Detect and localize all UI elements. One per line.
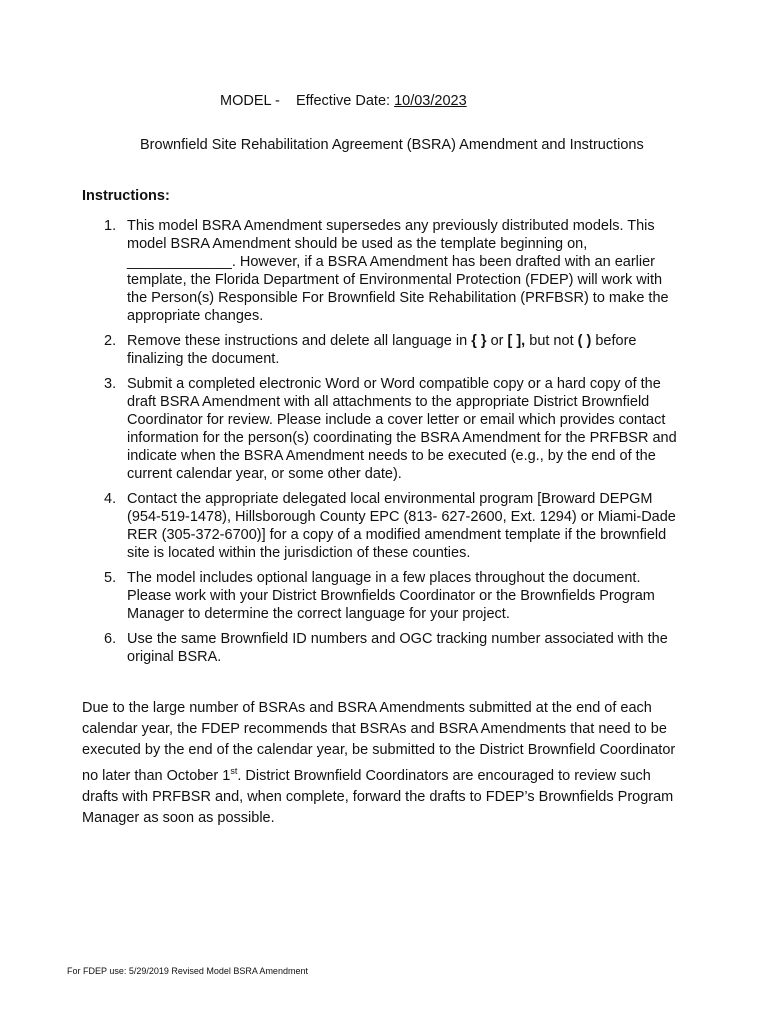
list-item-number: 3. bbox=[104, 376, 117, 392]
list-item-text: This model BSRA Amendment supersedes any previously distributed models. This model BSRA Amendment should be used as the template beginning on, _____________. However, if a BSRA Amendment has been drafted with an earlier template, the Florida Department of Environmental Protection (FDEP) will work with the Person(s) Responsible For Brownfield Site Rehabilitation (PRFBSR) to make the appropriate changes. bbox=[127, 218, 669, 324]
list-item-number: 1. bbox=[104, 218, 117, 234]
list-item-number: 4. bbox=[104, 491, 117, 507]
list-item-text: Remove these instructions and delete all language in bbox=[127, 333, 468, 349]
closing-paragraph bbox=[82, 698, 682, 829]
list-item-number: 6. bbox=[104, 631, 117, 647]
paren-symbol: ( ) bbox=[577, 333, 592, 349]
effective-date: 10/03/2023 bbox=[394, 93, 467, 109]
bracket-symbol: [ ], bbox=[507, 333, 526, 349]
list-item-number: 5. bbox=[104, 570, 117, 586]
model-label: MODEL - bbox=[220, 93, 280, 109]
list-item-text: The model includes optional language in a few places throughout the document. Please work with your District Brownfields Coordinator or the Brownfields Program Manager to determine the correct language for your project. bbox=[127, 570, 655, 622]
list-item bbox=[82, 569, 682, 623]
footer-note: For FDEP use: 5/29/2019 Revised Model BSRA Amendment bbox=[67, 966, 308, 976]
list-item-text: Contact the appropriate delegated local environmental program [Broward DEPGM (954-519-1478), Hillsborough County EPC (813- 627-2600, Ext. 1294) or Miami-Dade RER (305-372-6700)] for a copy of a modified amendment template if the brownfield site is located within the jurisdiction of these counties. bbox=[127, 491, 676, 561]
closing-text-start: Due to the large number of BSRAs and BSRA Amendments submitted at the end of each calendar year, the FDEP recommends that BSRAs and BSRA Amendments that need to be executed by the end of the calendar year, be submitted to the District Brownfield Coordinator no later than October 1 bbox=[82, 700, 676, 784]
list-item bbox=[82, 630, 682, 666]
list-item-number: 2. bbox=[104, 333, 117, 349]
list-item bbox=[82, 375, 682, 483]
but-not-words: but not bbox=[529, 333, 574, 349]
brace-symbol: { } bbox=[471, 333, 487, 349]
instructions-list bbox=[82, 217, 682, 673]
instructions-heading: Instructions: bbox=[82, 188, 170, 204]
model-header bbox=[220, 93, 467, 109]
list-item bbox=[82, 332, 682, 368]
ordinal-suffix: st bbox=[230, 766, 238, 776]
or-word: or bbox=[490, 333, 504, 349]
closing-text-end: . District Brownfield Coordinators are encouraged to review such drafts with PRFBSR and, when complete, forward the drafts to FDEP’s Brownfields Program Manager as soon as possible. bbox=[82, 767, 674, 826]
effective-date-label: Effective Date: bbox=[296, 93, 391, 109]
list-item-text: Submit a completed electronic Word or Word compatible copy or a hard copy of the draft BSRA Amendment with all attachments to the appropriate District Brownfield Coordinator for review. Please include a cover letter or email which provides contact information for the person(s) coordinating the BSRA Amendment for the PRFBSR and indicate when the BSRA Amendment needs to be executed (e.g., by the end of the current calendar year, or some other date). bbox=[127, 376, 677, 482]
list-item-text-end: before finalizing the document. bbox=[127, 333, 637, 367]
list-item bbox=[82, 490, 682, 562]
document-subtitle: Brownfield Site Rehabilitation Agreement (BSRA) Amendment and Instructions bbox=[140, 137, 644, 153]
list-item bbox=[82, 217, 682, 325]
list-item-text: Use the same Brownfield ID numbers and OGC tracking number associated with the original BSRA. bbox=[127, 631, 668, 665]
